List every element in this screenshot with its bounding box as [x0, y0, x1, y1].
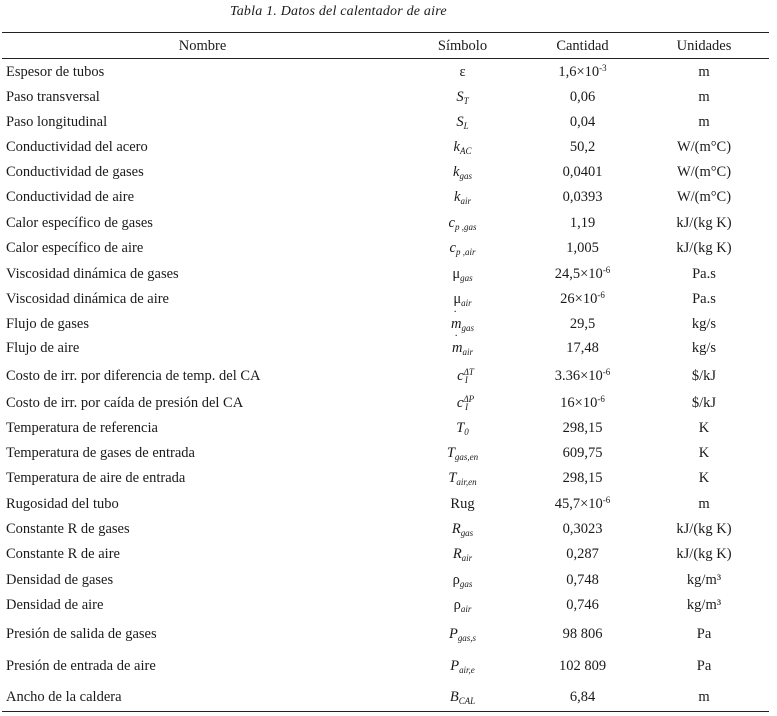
row-quantity: [520, 160, 645, 184]
row-quantity: [520, 416, 645, 440]
row-name: Flujo de aire: [6, 340, 80, 356]
quantity-value: 1,19: [569, 215, 596, 231]
quantity-value: 26×10: [560, 291, 598, 307]
row-name: Presión de salida de gases: [6, 626, 157, 642]
symbol-subscript: I: [464, 375, 468, 386]
row-name: Viscosidad dinámica de aire: [6, 291, 169, 307]
row-units: K: [698, 470, 710, 486]
row-quantity: [520, 336, 645, 360]
symbol-subscript: gas: [461, 323, 474, 334]
row-name: Espesor de tubos: [6, 64, 105, 80]
symbol-superscript: ΔP: [463, 394, 475, 405]
row-symbol: [405, 517, 520, 541]
symbol-main: P: [448, 626, 458, 642]
row-quantity: [520, 135, 645, 159]
quantity-value: 24,5×10: [554, 266, 603, 282]
row-symbol: [405, 160, 520, 184]
row-symbol: [405, 466, 520, 490]
quantity-value: 6,84: [569, 689, 596, 705]
row-name: Conductividad del acero: [6, 139, 148, 155]
symbol-main: P: [450, 658, 460, 674]
row-units: $/kJ: [691, 368, 717, 384]
row-units: W/(m°C): [676, 189, 732, 205]
symbol-subscript: 0: [464, 427, 469, 438]
quantity-value: 98 806: [562, 626, 603, 642]
row-name: Viscosidad dinámica de gases: [6, 266, 179, 282]
quantity-value: 298,15: [562, 470, 603, 486]
row-symbol: [405, 262, 520, 286]
symbol-main: ρ: [453, 597, 461, 613]
row-symbol: [405, 336, 520, 360]
row-units: kJ/(kg K): [676, 215, 732, 231]
row-quantity: [520, 568, 645, 592]
quantity-value: 0,0393: [562, 189, 603, 205]
row-quantity: [520, 60, 645, 84]
symbol-subscript: gas: [459, 171, 472, 182]
quantity-value: 17,48: [566, 340, 599, 356]
quantity-value: 298,15: [562, 420, 603, 436]
table-row: [0, 236, 777, 260]
table-row: [0, 60, 777, 84]
quantity-value: 1,005: [566, 240, 599, 256]
table-row: [0, 364, 777, 388]
symbol-main: μ: [453, 291, 462, 307]
symbol-main: T: [456, 420, 465, 436]
header-quantity: Cantidad: [556, 38, 609, 54]
table-row: [0, 416, 777, 440]
row-name: Flujo de gases: [6, 316, 89, 332]
row-quantity: [520, 622, 645, 646]
row-name: Paso transversal: [6, 89, 100, 105]
symbol-subscript: L: [463, 121, 469, 132]
table-row: [0, 185, 777, 209]
table-row: [0, 542, 777, 566]
row-units: K: [698, 445, 710, 461]
quantity-value: 0,746: [566, 597, 599, 613]
symbol-main: R: [452, 546, 462, 562]
symbol-main: ρ: [452, 572, 460, 588]
quantity-value: 0,06: [569, 89, 596, 105]
row-units: Pa.s: [692, 266, 716, 282]
symbol-main: c: [456, 395, 464, 411]
row-quantity: [520, 185, 645, 209]
quantity-value: 0,748: [566, 572, 599, 588]
row-name: Paso longitudinal: [6, 114, 108, 130]
row-symbol: [405, 492, 520, 516]
row-symbol: [405, 416, 520, 440]
row-name: Constante R de gases: [6, 521, 130, 537]
table-row: [0, 211, 777, 235]
row-symbol: [405, 185, 520, 209]
row-units: kJ/(kg K): [676, 546, 732, 562]
symbol-subscript: gas,en: [454, 452, 479, 463]
row-quantity: [520, 312, 645, 336]
symbol-subscript: air,e: [459, 665, 475, 676]
header-name: Nombre: [178, 38, 227, 54]
quantity-exponent: -3: [599, 63, 607, 74]
row-units: Pa: [696, 658, 712, 674]
row-symbol: [405, 135, 520, 159]
row-units: Pa: [696, 626, 712, 642]
row-quantity: [520, 211, 645, 235]
row-name: Conductividad de gases: [6, 164, 144, 180]
row-quantity: [520, 85, 645, 109]
row-name: Calor específico de gases: [6, 215, 153, 231]
row-symbol: [405, 60, 520, 84]
quantity-exponent: -6: [602, 265, 611, 276]
quantity-exponent: -6: [602, 495, 611, 506]
row-quantity: [520, 236, 645, 260]
row-name: Presión de entrada de aire: [6, 658, 156, 674]
table-row: [0, 262, 777, 286]
quantity-value: 3.36×10: [554, 368, 603, 384]
row-units: m: [698, 64, 710, 80]
row-quantity: [520, 593, 645, 617]
table-bottom-rule: [2, 711, 769, 712]
table-top-rule: [2, 32, 769, 33]
row-name: Densidad de aire: [6, 597, 104, 613]
table-caption: Tabla 1. Datos del calentador de aire: [230, 4, 447, 19]
row-units: m: [698, 114, 710, 130]
symbol-main: k: [454, 189, 461, 205]
row-symbol: [405, 685, 520, 709]
row-quantity: [520, 262, 645, 286]
row-symbol: [405, 542, 520, 566]
row-units: m: [698, 89, 710, 105]
quantity-value: 50,2: [569, 139, 596, 155]
row-symbol: [405, 110, 520, 134]
row-name: Temperatura de gases de entrada: [6, 445, 195, 461]
row-name: Temperatura de referencia: [6, 420, 158, 436]
row-quantity: [520, 287, 645, 311]
row-symbol: [405, 391, 520, 415]
symbol-main: k: [453, 164, 460, 180]
row-symbol: [405, 593, 520, 617]
row-symbol: [405, 654, 520, 678]
table-row: [0, 391, 777, 415]
symbol-subscript: AC: [459, 146, 472, 157]
symbol-main: Rug: [450, 496, 475, 512]
row-name: Conductividad de aire: [6, 189, 135, 205]
row-quantity: [520, 685, 645, 709]
table-row: [0, 517, 777, 541]
symbol-main: T: [448, 470, 457, 486]
symbol-subscript: gas,s: [457, 633, 477, 644]
quantity-value: 0,3023: [562, 521, 603, 537]
quantity-value: 102 809: [558, 658, 607, 674]
row-units: K: [698, 420, 710, 436]
table-header-rule: [2, 58, 769, 59]
quantity-value: 45,7×10: [554, 496, 603, 512]
table-row: [0, 568, 777, 592]
row-name: Temperatura de aire de entrada: [6, 470, 186, 486]
symbol-subscript: gas: [460, 528, 474, 539]
table-row: [0, 622, 777, 646]
quantity-exponent: -6: [597, 290, 605, 301]
table-row: [0, 135, 777, 159]
table-row: [0, 685, 777, 709]
symbol-subscript: T: [463, 96, 469, 107]
quantity-value: 609,75: [562, 445, 603, 461]
symbol-main: μ: [452, 266, 461, 282]
row-quantity: [520, 517, 645, 541]
row-units: kJ/(kg K): [676, 240, 732, 256]
row-quantity: [520, 441, 645, 465]
symbol-main: c: [449, 240, 456, 256]
row-units: kg/s: [691, 316, 717, 332]
row-units: W/(m°C): [676, 139, 732, 155]
symbol-main: c: [457, 368, 464, 384]
row-units: kJ/(kg K): [676, 521, 732, 537]
table-row: [0, 441, 777, 465]
row-symbol: [405, 568, 520, 592]
row-name: Ancho de la caldera: [6, 689, 122, 705]
quantity-value: 29,5: [569, 316, 596, 332]
table-row: [0, 492, 777, 516]
quantity-value: 1,6×10: [558, 64, 600, 80]
row-quantity: [520, 466, 645, 490]
row-units: m: [698, 689, 710, 705]
row-symbol: [405, 236, 520, 260]
row-units: Pa.s: [692, 291, 716, 307]
table-row: [0, 160, 777, 184]
table-row: [0, 336, 777, 360]
symbol-main: B: [449, 689, 459, 705]
row-units: m: [698, 496, 710, 512]
symbol-subscript: I: [465, 402, 469, 413]
row-units: kg/m³: [686, 572, 722, 588]
symbol-subscript: air: [461, 298, 472, 309]
symbol-main: S: [456, 114, 464, 130]
row-symbol: [405, 364, 520, 388]
row-name: Rugosidad del tubo: [6, 496, 119, 512]
row-name: Costo de irr. por diferencia de temp. del CA: [6, 368, 261, 384]
symbol-subscript: gas: [459, 579, 473, 590]
symbol-main: c: [448, 215, 455, 231]
row-quantity: [520, 364, 645, 388]
row-quantity: [520, 492, 645, 516]
quantity-value: 16×10: [560, 395, 598, 411]
table-row: [0, 466, 777, 490]
row-name: Densidad de gases: [6, 572, 114, 588]
row-quantity: [520, 654, 645, 678]
symbol-main: ˙ m: [451, 312, 461, 336]
table-row: [0, 85, 777, 109]
row-quantity: [520, 542, 645, 566]
row-units: kg/s: [691, 340, 717, 356]
table-row: [0, 593, 777, 617]
symbol-subscript: air: [462, 347, 473, 358]
symbol-subscript: gas: [460, 273, 473, 284]
symbol-subscript: CAL: [458, 696, 476, 707]
quantity-value: 0,287: [566, 546, 599, 562]
quantity-value: 0,0401: [562, 164, 603, 180]
quantity-value: 0,04: [569, 114, 596, 130]
symbol-main: k: [453, 139, 460, 155]
table-row: [0, 110, 777, 134]
symbol-main: R: [451, 521, 461, 537]
table-row: [0, 287, 777, 311]
symbol-subscript: air: [461, 553, 473, 564]
row-name: Calor específico de aire: [6, 240, 144, 256]
row-quantity: [520, 391, 645, 415]
row-symbol: [405, 211, 520, 235]
symbol-subscript: p ,gas: [454, 222, 477, 233]
symbol-subscript: air: [460, 604, 472, 615]
row-units: W/(m°C): [676, 164, 732, 180]
row-name: Costo de irr. por caída de presión del CA: [6, 395, 244, 411]
quantity-exponent: -6: [597, 394, 605, 405]
row-name: Constante R de aire: [6, 546, 120, 562]
row-units: $/kJ: [691, 395, 717, 411]
symbol-subscript: air,en: [456, 477, 477, 488]
symbol-subscript: air: [460, 196, 471, 207]
row-symbol: [405, 287, 520, 311]
header-units: Unidades: [676, 38, 732, 54]
table-header-row: [0, 34, 777, 58]
row-quantity: [520, 110, 645, 134]
table-row: [0, 654, 777, 678]
symbol-main: ˙ m: [452, 336, 462, 360]
row-symbol: [405, 85, 520, 109]
symbol-subscript: p ,air: [455, 247, 476, 258]
row-symbol: [405, 312, 520, 336]
quantity-exponent: -6: [602, 367, 611, 378]
symbol-main: S: [456, 89, 464, 105]
symbol-main: ε: [459, 64, 466, 80]
header-symbol: Símbolo: [437, 38, 488, 54]
symbol-main: T: [446, 445, 455, 461]
table-row: [0, 312, 777, 336]
row-units: kg/m³: [686, 597, 722, 613]
symbol-superscript: ΔT: [463, 367, 474, 378]
row-symbol: [405, 441, 520, 465]
row-symbol: [405, 622, 520, 646]
